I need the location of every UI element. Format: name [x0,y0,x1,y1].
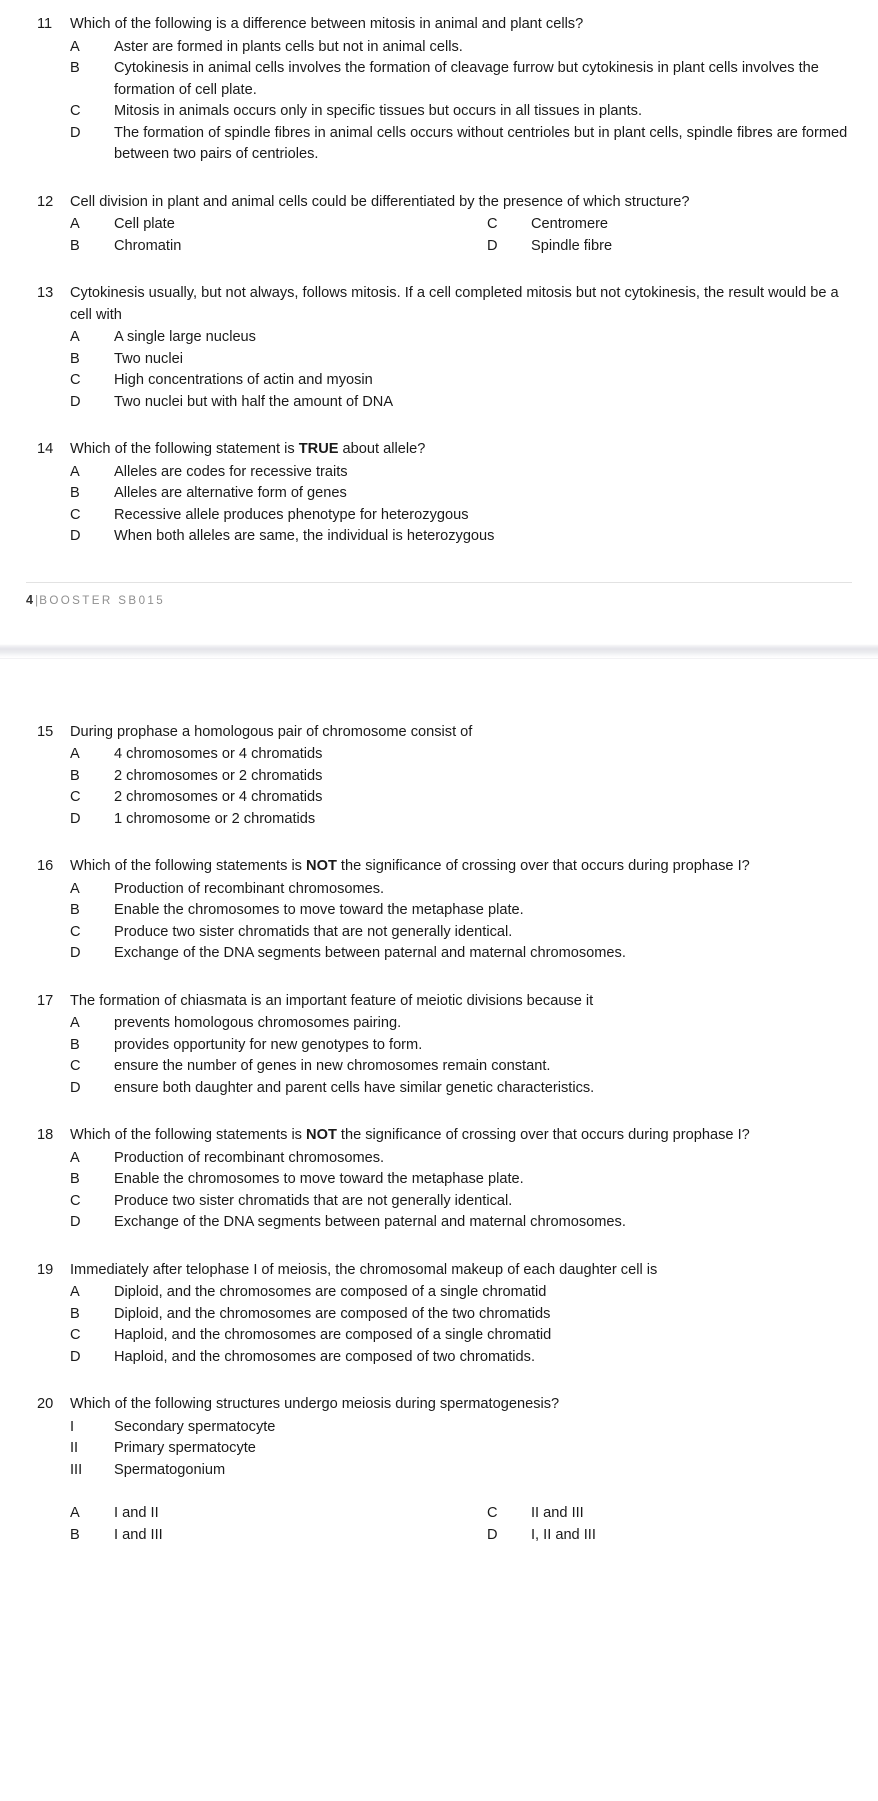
option-text: Spindle fibre [531,237,613,254]
option-row[interactable] [70,1078,852,1100]
option-label: B [70,1171,80,1187]
question-stem: Which of the following is a difference between mitosis in animal and plant cells? [70,16,584,32]
footer-document-label: BOOSTER SB015 [39,593,166,607]
option-row[interactable] [70,483,852,505]
question-body [70,1394,852,1546]
option-text: prevents homologous chromosomes pairing. [114,1015,402,1031]
option-row[interactable] [70,1282,852,1304]
option-row[interactable] [70,505,852,527]
option-label: B [70,237,80,254]
option-row[interactable] [70,1148,852,1170]
option-row[interactable] [70,1035,852,1057]
option-row[interactable] [70,1191,852,1213]
option-label: B [70,902,80,918]
option-row[interactable] [70,1525,487,1547]
option-label: C [487,216,498,232]
option-label: C [70,506,81,523]
option-list [70,879,852,965]
question-number: 13 [37,285,54,301]
question-body [70,14,852,166]
option-label: A [70,38,80,55]
roman-item-row [70,1460,852,1482]
option-label: A [70,880,80,897]
question-stem: The formation of chiasmata is an important feature of meiotic divisions because it [70,992,594,1009]
option-row[interactable] [70,879,852,901]
option-text: When both alleles are same, the individual is heterozygous [114,528,495,544]
option-text: Production of recombinant chromosomes. [114,880,385,897]
option-row[interactable] [70,349,852,371]
option-row[interactable] [70,462,852,484]
option-label: D [70,1348,81,1365]
question-number: 18 [37,1127,54,1143]
roman-item-row [70,1438,852,1460]
option-row[interactable] [70,1325,852,1347]
question-stem: Which of the following statement is TRUE about allele? [70,441,426,457]
question-body [70,1125,852,1234]
roman-item-text: Primary spermatocyte [114,1440,256,1456]
question-stem: Cytokinesis usually, but not always, follows mitosis. If a cell completed mitosis but not cytokinesis, the result would be a cell with [70,285,839,323]
footer-separator: | [35,592,39,607]
option-label: C [70,789,81,805]
option-row[interactable] [70,1013,852,1035]
option-list-two-column [70,1503,852,1546]
option-label: D [70,393,81,410]
question-body [70,439,852,548]
option-list [70,1013,852,1099]
option-text: Chromatin [114,237,182,254]
option-row[interactable] [70,900,852,922]
option-text: Centromere [531,216,609,232]
page-footer [26,582,852,610]
question-block [26,991,852,1100]
option-list-two-column [70,214,852,257]
option-text: I and II [114,1505,159,1521]
option-label: C [70,103,81,119]
option-label: A [70,1015,80,1031]
option-list [70,1148,852,1234]
question-body [70,722,852,831]
option-label: A [70,1284,80,1300]
option-text: I and III [114,1526,163,1543]
question-body [70,192,852,258]
option-row[interactable] [70,123,852,166]
option-text: Two nuclei but with half the amount of DNA [114,393,394,410]
option-label: D [70,124,81,141]
option-label: D [70,528,81,544]
option-label: D [70,1214,81,1230]
page-break-separator [0,642,878,664]
question-block [26,439,852,548]
question-stem: Cell division in plant and animal cells could be differentiated by the presence of which structure? [70,193,690,210]
page-break-edge-bottom [0,658,878,659]
option-row[interactable] [70,809,852,831]
option-text: 1 chromosome or 2 chromatids [114,810,316,827]
roman-item-text: Secondary spermatocyte [114,1418,276,1435]
question-body [70,283,852,413]
option-label: A [70,1149,80,1166]
option-label: B [70,767,80,784]
option-row[interactable] [487,1525,852,1547]
option-text: Cytokinesis in animal cells involves the formation of cleavage furrow but cytokinesis in plant cells involves the formation of cell plate. [114,60,819,98]
question-body [70,1260,852,1369]
option-text: Enable the chromosomes to move toward the metaphase plate. [114,1171,524,1187]
option-row[interactable] [70,1056,852,1078]
option-label: C [70,1327,81,1343]
option-text: Two nuclei [114,350,183,367]
option-label: C [70,923,81,940]
option-text: Alleles are codes for recessive traits [114,463,348,480]
option-text: Produce two sister chromatids that are not generally identical. [114,1192,513,1209]
option-row[interactable] [70,1503,487,1525]
option-text: Exchange of the DNA segments between paternal and maternal chromosomes. [114,1214,626,1230]
option-text: Haploid, and the chromosomes are composed of two chromatids. [114,1348,535,1365]
question-number: 16 [37,858,54,874]
question-number: 15 [37,723,54,740]
option-row[interactable] [70,1212,852,1234]
page-sheet-1 [0,0,878,642]
question-number: 11 [37,16,53,32]
option-label: B [70,1305,80,1322]
question-block [26,1260,852,1369]
option-label: C [70,1192,81,1209]
option-list [70,462,852,548]
option-text: I, II and III [531,1526,596,1543]
question-block [26,1394,852,1546]
option-label: D [70,945,81,961]
option-label: A [70,463,80,480]
option-row[interactable] [70,943,852,965]
option-row[interactable] [70,370,852,392]
option-text: Cell plate [114,216,175,232]
question-number: 14 [37,441,54,457]
option-row[interactable] [70,327,852,349]
roman-item-label: III [70,1461,83,1478]
option-list [70,327,852,413]
option-label: A [70,1505,80,1521]
question-stem: During prophase a homologous pair of chromosome consist of [70,723,473,740]
option-row[interactable] [70,526,852,548]
question-number: 17 [37,992,54,1009]
option-text: High concentrations of actin and myosin [114,372,373,388]
option-label: C [70,1058,81,1074]
option-label: B [70,60,80,76]
option-row[interactable] [70,37,852,59]
question-body [70,991,852,1100]
option-row[interactable] [70,766,852,788]
question-body [70,856,852,965]
option-label: D [487,1526,498,1543]
question-number: 12 [37,193,54,210]
option-list [70,1282,852,1368]
question-stem: Immediately after telophase I of meiosis, the chromosomal makeup of each daughter cell is [70,1261,658,1278]
question-block [26,856,852,965]
option-label: B [70,485,80,501]
roman-item-label: II [70,1440,79,1456]
option-text: 4 chromosomes or 4 chromatids [114,746,323,762]
option-text: ensure both daughter and parent cells have similar genetic characteristics. [114,1079,595,1096]
option-list [70,37,852,166]
option-label: A [70,329,80,345]
question-block [26,14,852,166]
option-text: Aster are formed in plants cells but not in animal cells. [114,38,463,55]
option-text: Diploid, and the chromosomes are composed of a single chromatid [114,1284,547,1300]
question-block [26,192,852,258]
option-text: Exchange of the DNA segments between paternal and maternal chromosomes. [114,945,626,961]
option-text: Production of recombinant chromosomes. [114,1149,385,1166]
option-text: II and III [531,1505,584,1521]
question-stem: Which of the following structures undergo meiosis during spermatogenesis? [70,1396,560,1412]
option-row[interactable] [487,214,852,236]
page-sheet-2 [0,664,878,1703]
option-row[interactable] [70,58,852,101]
question-number: 19 [37,1261,54,1278]
option-label: A [70,746,80,762]
roman-item-row [70,1417,852,1439]
option-label: D [70,1079,81,1096]
option-spacer [70,1481,852,1502]
page-bottom-space [26,1572,852,1702]
footer-line [26,591,852,610]
option-text: Mitosis in animals occurs only in specific tissues but occurs in all tissues in plants. [114,103,643,119]
option-row[interactable] [70,744,852,766]
option-row[interactable] [70,1304,852,1326]
option-row[interactable] [70,922,852,944]
option-label: D [487,237,498,254]
option-row[interactable] [70,236,487,258]
option-row[interactable] [70,392,852,414]
option-text: Alleles are alternative form of genes [114,485,347,501]
option-row[interactable] [70,101,852,123]
option-text: provides opportunity for new genotypes to form. [114,1036,423,1053]
roman-item-list [70,1417,852,1482]
option-text: A single large nucleus [114,329,256,345]
option-text: The formation of spindle fibres in animal cells occurs without centrioles but in plant cells, spindle fibres are formed between two pairs of centrioles. [114,124,848,162]
option-text: 2 chromosomes or 4 chromatids [114,789,323,805]
option-text: Enable the chromosomes to move toward the metaphase plate. [114,902,524,918]
option-label: B [70,350,80,367]
question-number: 20 [37,1396,54,1412]
option-label: B [70,1526,80,1543]
option-row[interactable] [70,1347,852,1369]
footer-page-number: 4 [26,592,34,607]
option-text: 2 chromosomes or 2 chromatids [114,767,323,784]
option-row[interactable] [487,1503,852,1525]
option-text: Produce two sister chromatids that are not generally identical. [114,923,513,940]
option-label: C [70,372,81,388]
question-stem: Which of the following statements is NOT the significance of crossing over that occurs during prophase I? [70,858,750,874]
option-text: ensure the number of genes in new chromosomes remain constant. [114,1058,551,1074]
option-list [70,744,852,830]
roman-item-text: Spermatogonium [114,1461,226,1478]
option-label: A [70,216,80,232]
option-label: B [70,1036,80,1053]
option-text: Haploid, and the chromosomes are composed of a single chromatid [114,1327,552,1343]
question-stem: Which of the following statements is NOT the significance of crossing over that occurs during prophase I? [70,1127,750,1143]
option-label: C [487,1505,498,1521]
option-label: D [70,810,81,827]
footer-bottom-space [26,610,852,642]
option-text: Recessive allele produces phenotype for heterozygous [114,506,469,523]
page-break-band [0,644,878,658]
option-row[interactable] [487,236,852,258]
question-block [26,722,852,831]
question-block [26,1125,852,1234]
option-row[interactable] [70,1169,852,1191]
option-text: Diploid, and the chromosomes are composed of the two chromatids [114,1305,551,1322]
roman-item-label: I [70,1418,75,1435]
question-block [26,283,852,413]
option-row[interactable] [70,214,487,236]
option-row[interactable] [70,787,852,809]
